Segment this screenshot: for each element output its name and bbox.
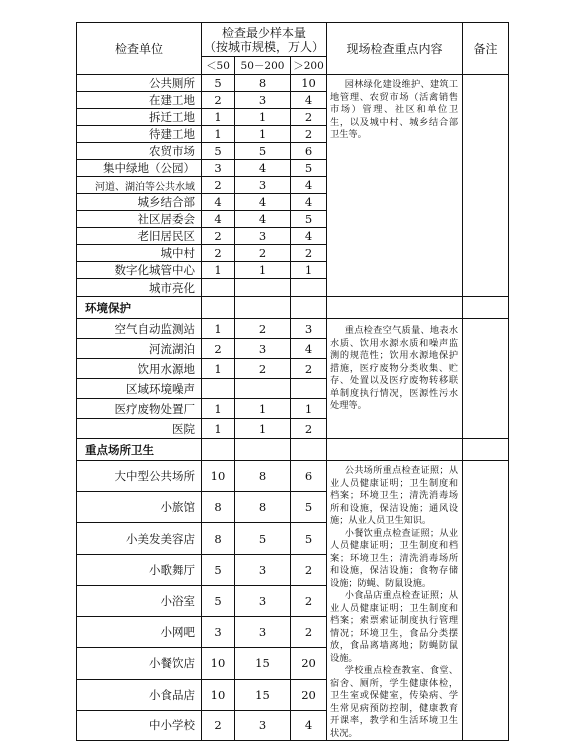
value-large: 2	[291, 554, 327, 585]
value-mid	[235, 279, 291, 297]
value-mid: 4	[235, 211, 291, 228]
value-large: 2	[291, 109, 327, 126]
value-large: 6	[291, 143, 327, 160]
value-large: 5	[291, 492, 327, 523]
value-small: 2	[202, 177, 235, 194]
value-small: 1	[202, 262, 235, 279]
value-small: 8	[202, 523, 235, 554]
value-small: 5	[202, 75, 235, 92]
value-mid: 4	[235, 160, 291, 177]
value-large: 20	[291, 648, 327, 679]
unit-cell: 小旅馆	[77, 492, 202, 523]
value-large: 2	[291, 585, 327, 616]
value-large: 2	[291, 617, 327, 648]
empty-cell	[463, 439, 509, 461]
value-mid: 1	[235, 109, 291, 126]
value-mid: 2	[235, 319, 291, 339]
value-large: 4	[291, 194, 327, 211]
header-key-content: 现场检查重点内容	[327, 23, 463, 75]
unit-cell: 医疗废物处置厂	[77, 399, 202, 419]
value-mid: 8	[235, 75, 291, 92]
unit-cell: 社区居委会	[77, 211, 202, 228]
unit-cell: 小浴室	[77, 585, 202, 616]
value-mid: 5	[235, 523, 291, 554]
empty-cell	[327, 297, 463, 319]
value-small: 5	[202, 585, 235, 616]
unit-cell: 在建工地	[77, 92, 202, 109]
empty-cell	[291, 439, 327, 461]
value-large: 5	[291, 160, 327, 177]
value-large: 10	[291, 75, 327, 92]
value-mid: 3	[235, 92, 291, 109]
note-cell	[463, 461, 509, 741]
value-mid: 15	[235, 679, 291, 710]
value-small: 5	[202, 554, 235, 585]
value-small: 1	[202, 126, 235, 143]
value-large: 5	[291, 211, 327, 228]
table-row	[77, 319, 509, 339]
empty-cell	[202, 439, 235, 461]
value-mid: 2	[235, 359, 291, 379]
unit-cell: 小美发美容店	[77, 523, 202, 554]
unit-cell: 城中村	[77, 245, 202, 262]
value-large: 2	[291, 126, 327, 143]
header-col-large: ＞200	[291, 57, 327, 75]
unit-cell: 中小学校	[77, 710, 202, 740]
note-cell	[463, 319, 509, 439]
key-content-paragraph: 学校重点检查教室、食堂、宿舍、厕所，学生健康体检，卫生室或保健室，传染病、学生常见病预防控制，健康教育开课率，教学和生活环境卫生状况。	[330, 665, 459, 739]
unit-cell: 小餐饮店	[77, 648, 202, 679]
value-large: 6	[291, 461, 327, 492]
value-large: 4	[291, 710, 327, 740]
value-mid	[235, 379, 291, 399]
value-large: 20	[291, 679, 327, 710]
header-inspection-unit: 检查单位	[77, 23, 202, 75]
unit-cell: 小网吧	[77, 617, 202, 648]
value-small: 4	[202, 211, 235, 228]
section-header-row	[77, 439, 509, 461]
key-content-paragraph: 园林绿化建设维护、建筑工地管理、农贸市场（活禽销售市场）管理、社区和单位卫生，以及城中村、城乡结合部卫生等。	[330, 79, 459, 140]
key-content-paragraph: 小食品店重点检查证照；从业人员健康证明；卫生制度和档案；索票索证制度执行管理情况；环境卫生，食品分类摆放，食品离墙离地；防蝇防鼠设施。	[330, 590, 459, 664]
value-mid: 2	[235, 245, 291, 262]
table-body	[77, 75, 509, 741]
value-large	[291, 279, 327, 297]
value-mid: 5	[235, 143, 291, 160]
value-mid: 15	[235, 648, 291, 679]
unit-cell: 拆迁工地	[77, 109, 202, 126]
unit-cell: 待建工地	[77, 126, 202, 143]
key-content-cell	[327, 461, 463, 741]
value-mid: 1	[235, 399, 291, 419]
value-small: 10	[202, 679, 235, 710]
key-content-paragraph: 小餐饮重点检查证照；从业人员健康证明；卫生制度和档案；环境卫生；清洗消毒场所和设施，保洁设施；食物存储设施；防蝇、防鼠设施。	[330, 527, 459, 589]
unit-cell: 城市亮化	[77, 279, 202, 297]
value-small: 1	[202, 359, 235, 379]
value-small: 10	[202, 648, 235, 679]
unit-cell: 农贸市场	[77, 143, 202, 160]
empty-cell	[327, 439, 463, 461]
value-mid: 3	[235, 228, 291, 245]
header-note: 备注	[463, 23, 509, 75]
value-mid: 8	[235, 492, 291, 523]
unit-cell: 河流湖泊	[77, 339, 202, 359]
value-large: 3	[291, 319, 327, 339]
unit-cell: 区域环境噪声	[77, 379, 202, 399]
value-mid: 1	[235, 419, 291, 439]
value-mid: 4	[235, 194, 291, 211]
value-large: 1	[291, 399, 327, 419]
value-large: 4	[291, 339, 327, 359]
value-small: 10	[202, 461, 235, 492]
table-row	[77, 461, 509, 492]
value-large: 5	[291, 523, 327, 554]
value-mid: 8	[235, 461, 291, 492]
value-mid: 3	[235, 554, 291, 585]
unit-cell: 数字化城管中心	[77, 262, 202, 279]
value-large	[291, 379, 327, 399]
unit-cell: 小歌舞厅	[77, 554, 202, 585]
value-small: 3	[202, 160, 235, 177]
empty-cell	[235, 297, 291, 319]
value-small: 1	[202, 399, 235, 419]
unit-cell: 空气自动监测站	[77, 319, 202, 339]
unit-cell: 老旧居民区	[77, 228, 202, 245]
unit-cell: 城乡结合部	[77, 194, 202, 211]
header-col-small: ＜50	[202, 57, 235, 75]
unit-cell: 饮用水源地	[77, 359, 202, 379]
value-mid: 3	[235, 617, 291, 648]
unit-cell: 大中型公共场所	[77, 461, 202, 492]
value-mid: 1	[235, 126, 291, 143]
value-mid: 3	[235, 710, 291, 740]
inspection-sample-table	[76, 22, 509, 741]
value-small: 3	[202, 617, 235, 648]
empty-cell	[463, 297, 509, 319]
value-mid: 3	[235, 585, 291, 616]
value-large: 2	[291, 359, 327, 379]
key-content-paragraph: 公共场所重点检查证照；从业人员健康证明；卫生制度和档案；环境卫生；清洗消毒场所和设施，保洁设施；通风设施；从业人员卫生知识。	[330, 465, 459, 526]
unit-cell: 小食品店	[77, 679, 202, 710]
value-small: 4	[202, 194, 235, 211]
section-title: 重点场所卫生	[77, 439, 202, 461]
value-small: 2	[202, 339, 235, 359]
value-small	[202, 279, 235, 297]
empty-cell	[291, 297, 327, 319]
value-small: 1	[202, 319, 235, 339]
header-min-sample-line2: （按城市规模，万人）	[204, 39, 325, 54]
empty-cell	[202, 297, 235, 319]
value-small: 2	[202, 228, 235, 245]
value-small: 2	[202, 245, 235, 262]
value-mid: 1	[235, 262, 291, 279]
section-header-row	[77, 297, 509, 319]
header-min-sample-line1: 检查最少样本量	[222, 25, 307, 40]
section-title: 环境保护	[77, 297, 202, 319]
unit-cell: 公共厕所	[77, 75, 202, 92]
unit-cell: 河道、湖泊等公共水域	[77, 177, 202, 194]
value-small	[202, 379, 235, 399]
key-content-paragraph: 重点检查空气质量、地表水水质、饮用水源水质和噪声监测的规范性；饮用水源地保护措施，医疗废物分类收集、贮存、处置以及医疗废物转移联单制度执行情况，医源性污水处理等。	[330, 325, 459, 411]
value-small: 2	[202, 710, 235, 740]
value-large: 4	[291, 177, 327, 194]
value-large: 2	[291, 419, 327, 439]
value-small: 1	[202, 109, 235, 126]
value-large: 4	[291, 92, 327, 109]
value-large: 4	[291, 228, 327, 245]
value-small: 1	[202, 419, 235, 439]
unit-cell: 集中绿地（公园）	[77, 160, 202, 177]
value-mid: 3	[235, 339, 291, 359]
unit-cell: 医院	[77, 419, 202, 439]
value-large: 1	[291, 262, 327, 279]
header-min-sample-size	[202, 23, 327, 57]
note-cell	[463, 75, 509, 297]
table-row	[77, 75, 509, 92]
value-small: 2	[202, 92, 235, 109]
empty-cell	[235, 439, 291, 461]
value-small: 8	[202, 492, 235, 523]
key-content-cell	[327, 319, 463, 439]
key-content-cell	[327, 75, 463, 297]
header-col-mid: 50－200	[235, 57, 291, 75]
value-mid: 3	[235, 177, 291, 194]
value-large: 2	[291, 245, 327, 262]
value-small: 5	[202, 143, 235, 160]
